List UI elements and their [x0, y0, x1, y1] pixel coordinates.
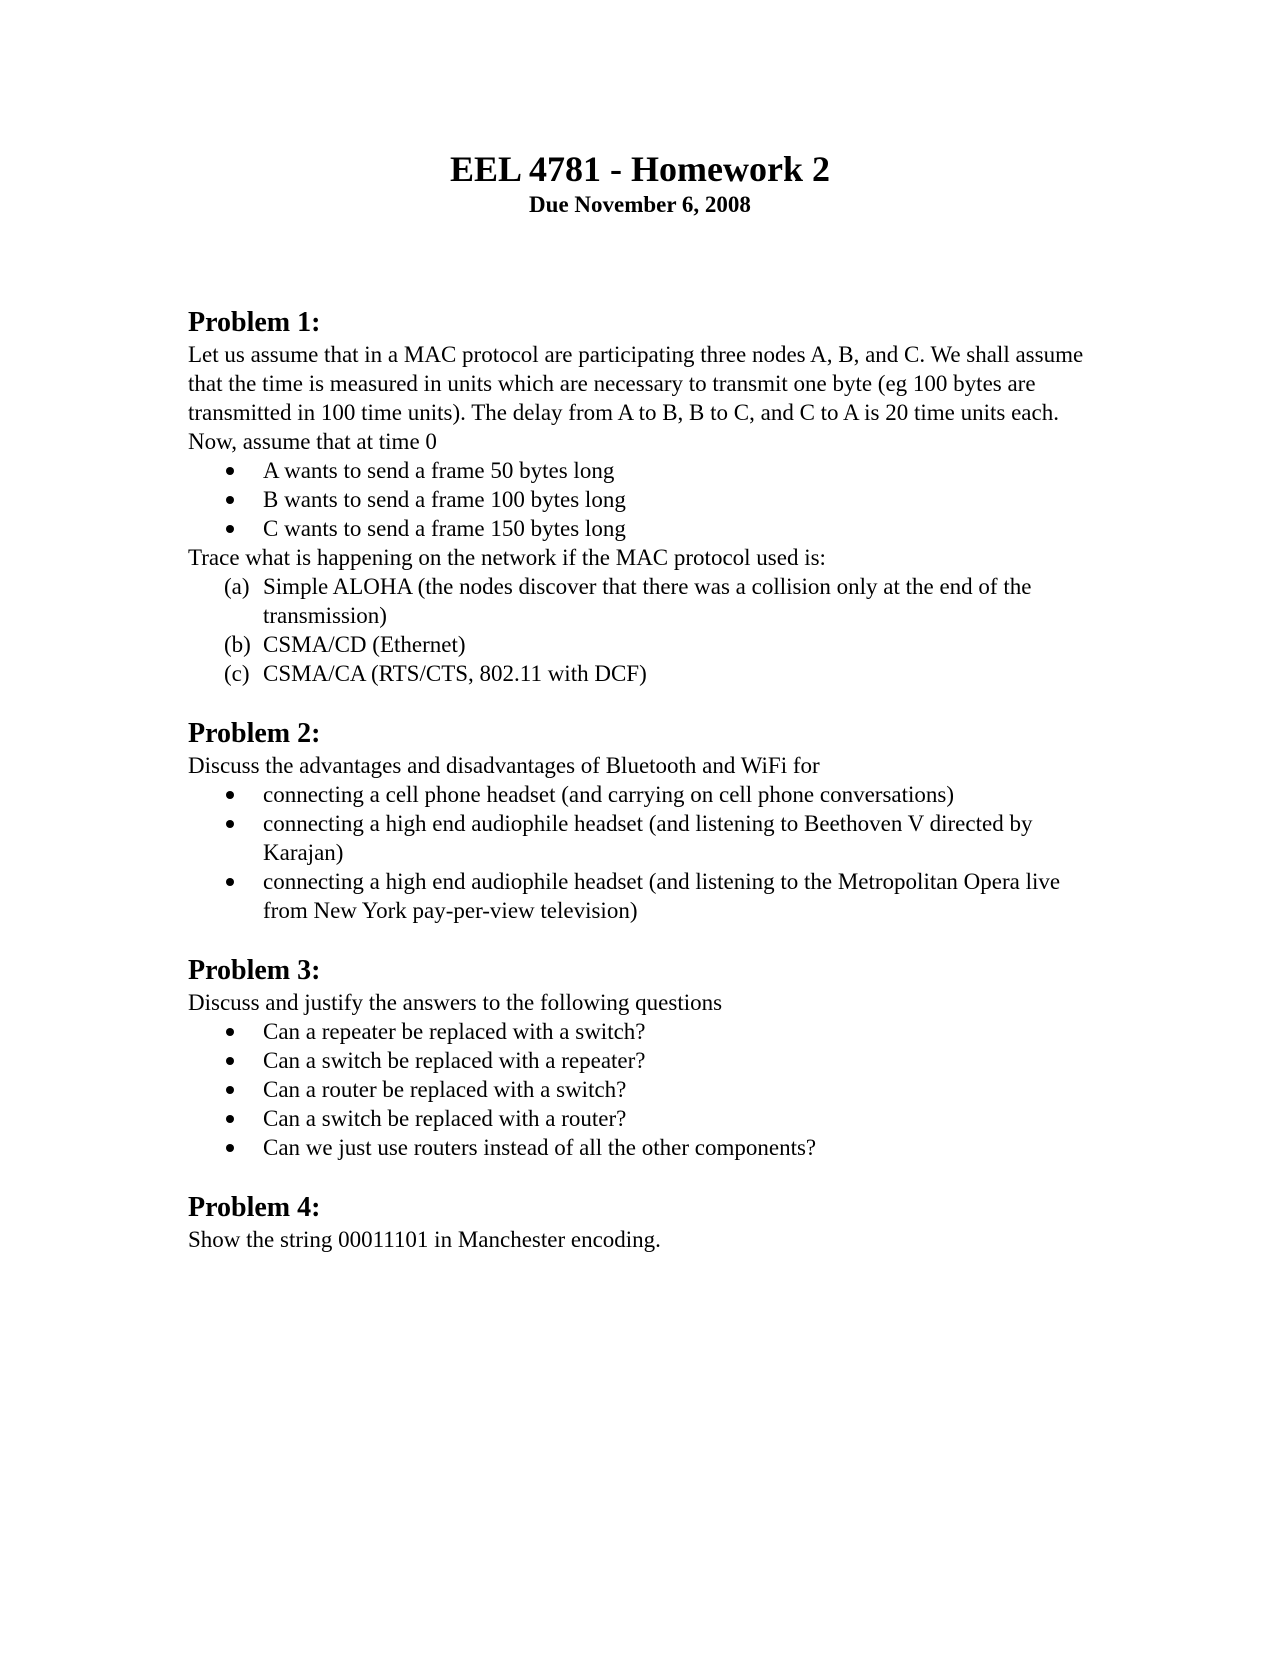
document-title: EEL 4781 - Homework 2 [449, 149, 830, 189]
list-item-text: connecting a high end audiophile headset (and listening to the Metropolitan Opera live from New York pay-per-view television) [263, 869, 1061, 923]
list-item-text: connecting a cell phone headset (and carrying on cell phone conversations) [263, 782, 955, 807]
bullet-icon [226, 467, 234, 475]
bullet-icon [226, 1086, 234, 1094]
list-item [188, 1046, 1098, 1075]
list-item [188, 867, 1098, 925]
list-item-text: CSMA/CD (Ethernet) [263, 632, 466, 657]
bullet-list [188, 1017, 1098, 1162]
list-item-text: Can a router be replaced with a switch? [263, 1077, 627, 1102]
bullet-icon [226, 878, 234, 886]
problem-heading: Problem 3: [188, 955, 321, 986]
problem-intro: Let us assume that in a MAC protocol are participating three nodes A, B, and C. We shall assume that the time is measured in units which are necessary to transmit one byte (eg 100 bytes are transmitted in 100 time units). The delay from A to B, B to C, and C to A is 20 time units each. [188, 342, 1084, 425]
list-item-text: CSMA/CA (RTS/CTS, 802.11 with DCF) [263, 661, 647, 686]
list-marker: (a) [224, 574, 250, 599]
list-item-text: connecting a high end audiophile headset (and listening to Beethoven V directed by Karajan) [263, 811, 1033, 865]
document-header [0, 148, 1280, 220]
problem-4 [188, 1191, 1098, 1254]
problem-intro-2: Now, assume that at time 0 [188, 429, 437, 454]
problem-intro: Show the string 00011101 in Manchester encoding. [188, 1227, 661, 1252]
bullet-icon [226, 496, 234, 504]
list-item [188, 780, 1098, 809]
list-item [188, 514, 1098, 543]
list-marker: (b) [224, 632, 251, 657]
problem-1 [188, 306, 1098, 688]
list-item [188, 1104, 1098, 1133]
list-item [188, 1133, 1098, 1162]
problem-2 [188, 717, 1098, 925]
list-item-text: Can a repeater be replaced with a switch? [263, 1019, 646, 1044]
problem-intro: Discuss the advantages and disadvantages of Bluetooth and WiFi for [188, 753, 820, 778]
bullet-icon [226, 525, 234, 533]
bullet-list [188, 456, 1098, 543]
problem-heading: Problem 2: [188, 718, 321, 749]
list-item [188, 485, 1098, 514]
list-marker: (c) [224, 661, 250, 686]
list-item [188, 659, 1098, 688]
bullet-icon [226, 1028, 234, 1036]
list-item [188, 1017, 1098, 1046]
bullet-icon [226, 1057, 234, 1065]
list-item-text: Can a switch be replaced with a router? [263, 1106, 627, 1131]
list-item-text: A wants to send a frame 50 bytes long [263, 458, 615, 483]
bullet-list [188, 780, 1098, 925]
bullet-icon [226, 820, 234, 828]
bullet-icon [226, 791, 234, 799]
problem-heading: Problem 4: [188, 1192, 321, 1223]
problem-3 [188, 954, 1098, 1162]
problem-intro: Discuss and justify the answers to the following questions [188, 990, 723, 1015]
problem-question: Trace what is happening on the network if the MAC protocol used is: [188, 545, 826, 570]
list-item [188, 456, 1098, 485]
lettered-list [188, 572, 1098, 688]
list-item [188, 1075, 1098, 1104]
list-item-text: C wants to send a frame 150 bytes long [263, 516, 626, 541]
list-item-text: B wants to send a frame 100 bytes long [263, 487, 626, 512]
bullet-icon [226, 1144, 234, 1152]
problem-heading: Problem 1: [188, 307, 321, 338]
list-item-text: Simple ALOHA (the nodes discover that there was a collision only at the end of the transmission) [263, 574, 1032, 628]
bullet-icon [226, 1115, 234, 1123]
list-item [188, 572, 1098, 630]
due-date: Due November 6, 2008 [529, 192, 751, 217]
list-item-text: Can a switch be replaced with a repeater? [263, 1048, 646, 1073]
list-item [188, 630, 1098, 659]
document-body [188, 306, 1098, 1283]
list-item [188, 809, 1098, 867]
list-item-text: Can we just use routers instead of all the other components? [263, 1135, 817, 1160]
